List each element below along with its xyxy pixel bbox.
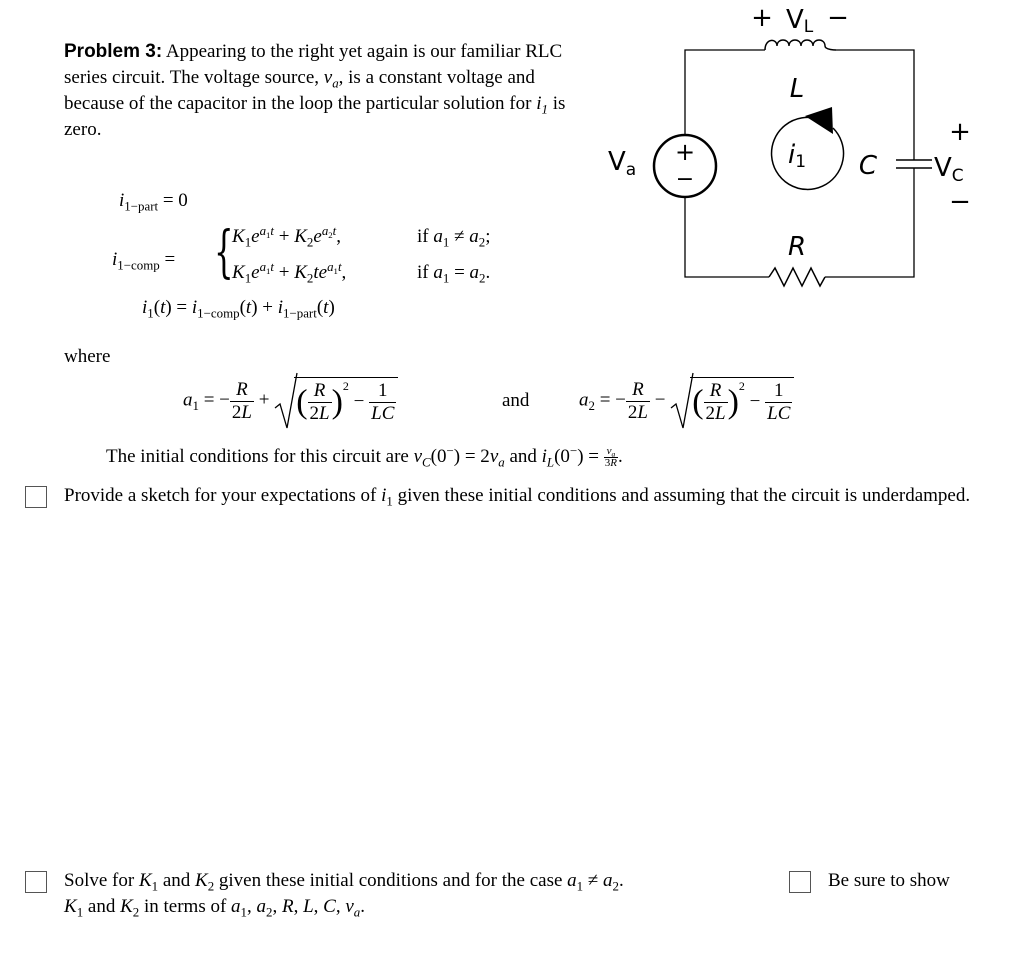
source-minus: − [675, 167, 695, 192]
task3-text-a: Be sure to show [828, 870, 950, 891]
task2-text: Solve for $K_1$ and $K_2$ given these initial conditions and for the case $a_1 \ne a_2$. [64, 870, 624, 894]
vc-minus: − [949, 187, 971, 217]
eq-comp-lhs: $i_{1-comp}$ = [112, 249, 176, 273]
eq-case2: $K_1e^{a_1t} + K_2te^{a_1t}$, [232, 258, 347, 286]
eq-case1: $K_1e^{a_1t} + K_2e^{a_2t}$, [232, 222, 341, 250]
current-arrowhead [805, 107, 833, 134]
task3-checkbox[interactable] [789, 871, 811, 893]
eq-part: $i_{1-part} = 0$ [119, 190, 188, 214]
vc-label: VC [934, 153, 964, 186]
and-label: and [502, 390, 530, 411]
eq-a1: $a_1$ = − $\frac{R}{2L}$ + ( $\frac{R}{2L}$ )$^2$ − $\frac{1}{LC}$ [183, 372, 398, 430]
inductor-symbol [765, 40, 836, 50]
task3-text-b: $K_1$ and $K_2$ in terms of $a_1$, $a_2$, R, L, C, $v_a$. [64, 896, 365, 920]
source-label: Va [608, 147, 637, 180]
source-plus: + [674, 138, 696, 166]
problem-heading: Problem 3: [64, 41, 163, 62]
task2-checkbox[interactable] [25, 871, 47, 893]
capacitor-label: C [858, 151, 878, 181]
intro-text: Appearing to the right yet again is our familiar RLC series circuit. The voltage source, $v_a$, is a constant voltage and because of the capacitor in the loop the particular solution for $i_1$ is zero. [64, 41, 566, 140]
inductor-label: L [789, 74, 805, 104]
where-label: where [64, 346, 111, 367]
vl-plus: + [751, 3, 773, 33]
resistor-symbol [769, 268, 825, 286]
resistor-label: R [787, 232, 807, 262]
eq-a2: $a_2$ = − $\frac{R}{2L}$ − ( $\frac{R}{2L}$ )$^2$ − $\frac{1}{LC}$ [579, 372, 794, 430]
task1-checkbox[interactable] [25, 486, 47, 508]
eq-case1-cond: if $a_1 \ne a_2$; [417, 226, 491, 250]
vl-label: VL [786, 5, 814, 37]
vc-plus: + [949, 117, 971, 147]
capacitor-symbol [896, 160, 932, 168]
eq-total: $i_1(t) = i_{1-comp}(t) + i_{1-part}(t)$ [142, 297, 335, 321]
intro-paragraph [64, 39, 574, 143]
task1-text: Provide a sketch for your expectations of $i_1$ given these initial conditions and assuming that the circuit is underdamped. [64, 485, 971, 509]
eq-case2-cond: if $a_1 = a_2$. [417, 262, 491, 286]
vl-minus: − [827, 3, 849, 33]
initial-conditions: The initial conditions for this circuit are $v_C(0^-) = 2v_a$ and $i_L(0^-)$ = $\frac{v_a}{3R}$ . [106, 442, 623, 470]
rlc-circuit [600, 0, 1000, 300]
eq-brace: { [214, 220, 234, 285]
current-label: i1 [788, 140, 807, 172]
